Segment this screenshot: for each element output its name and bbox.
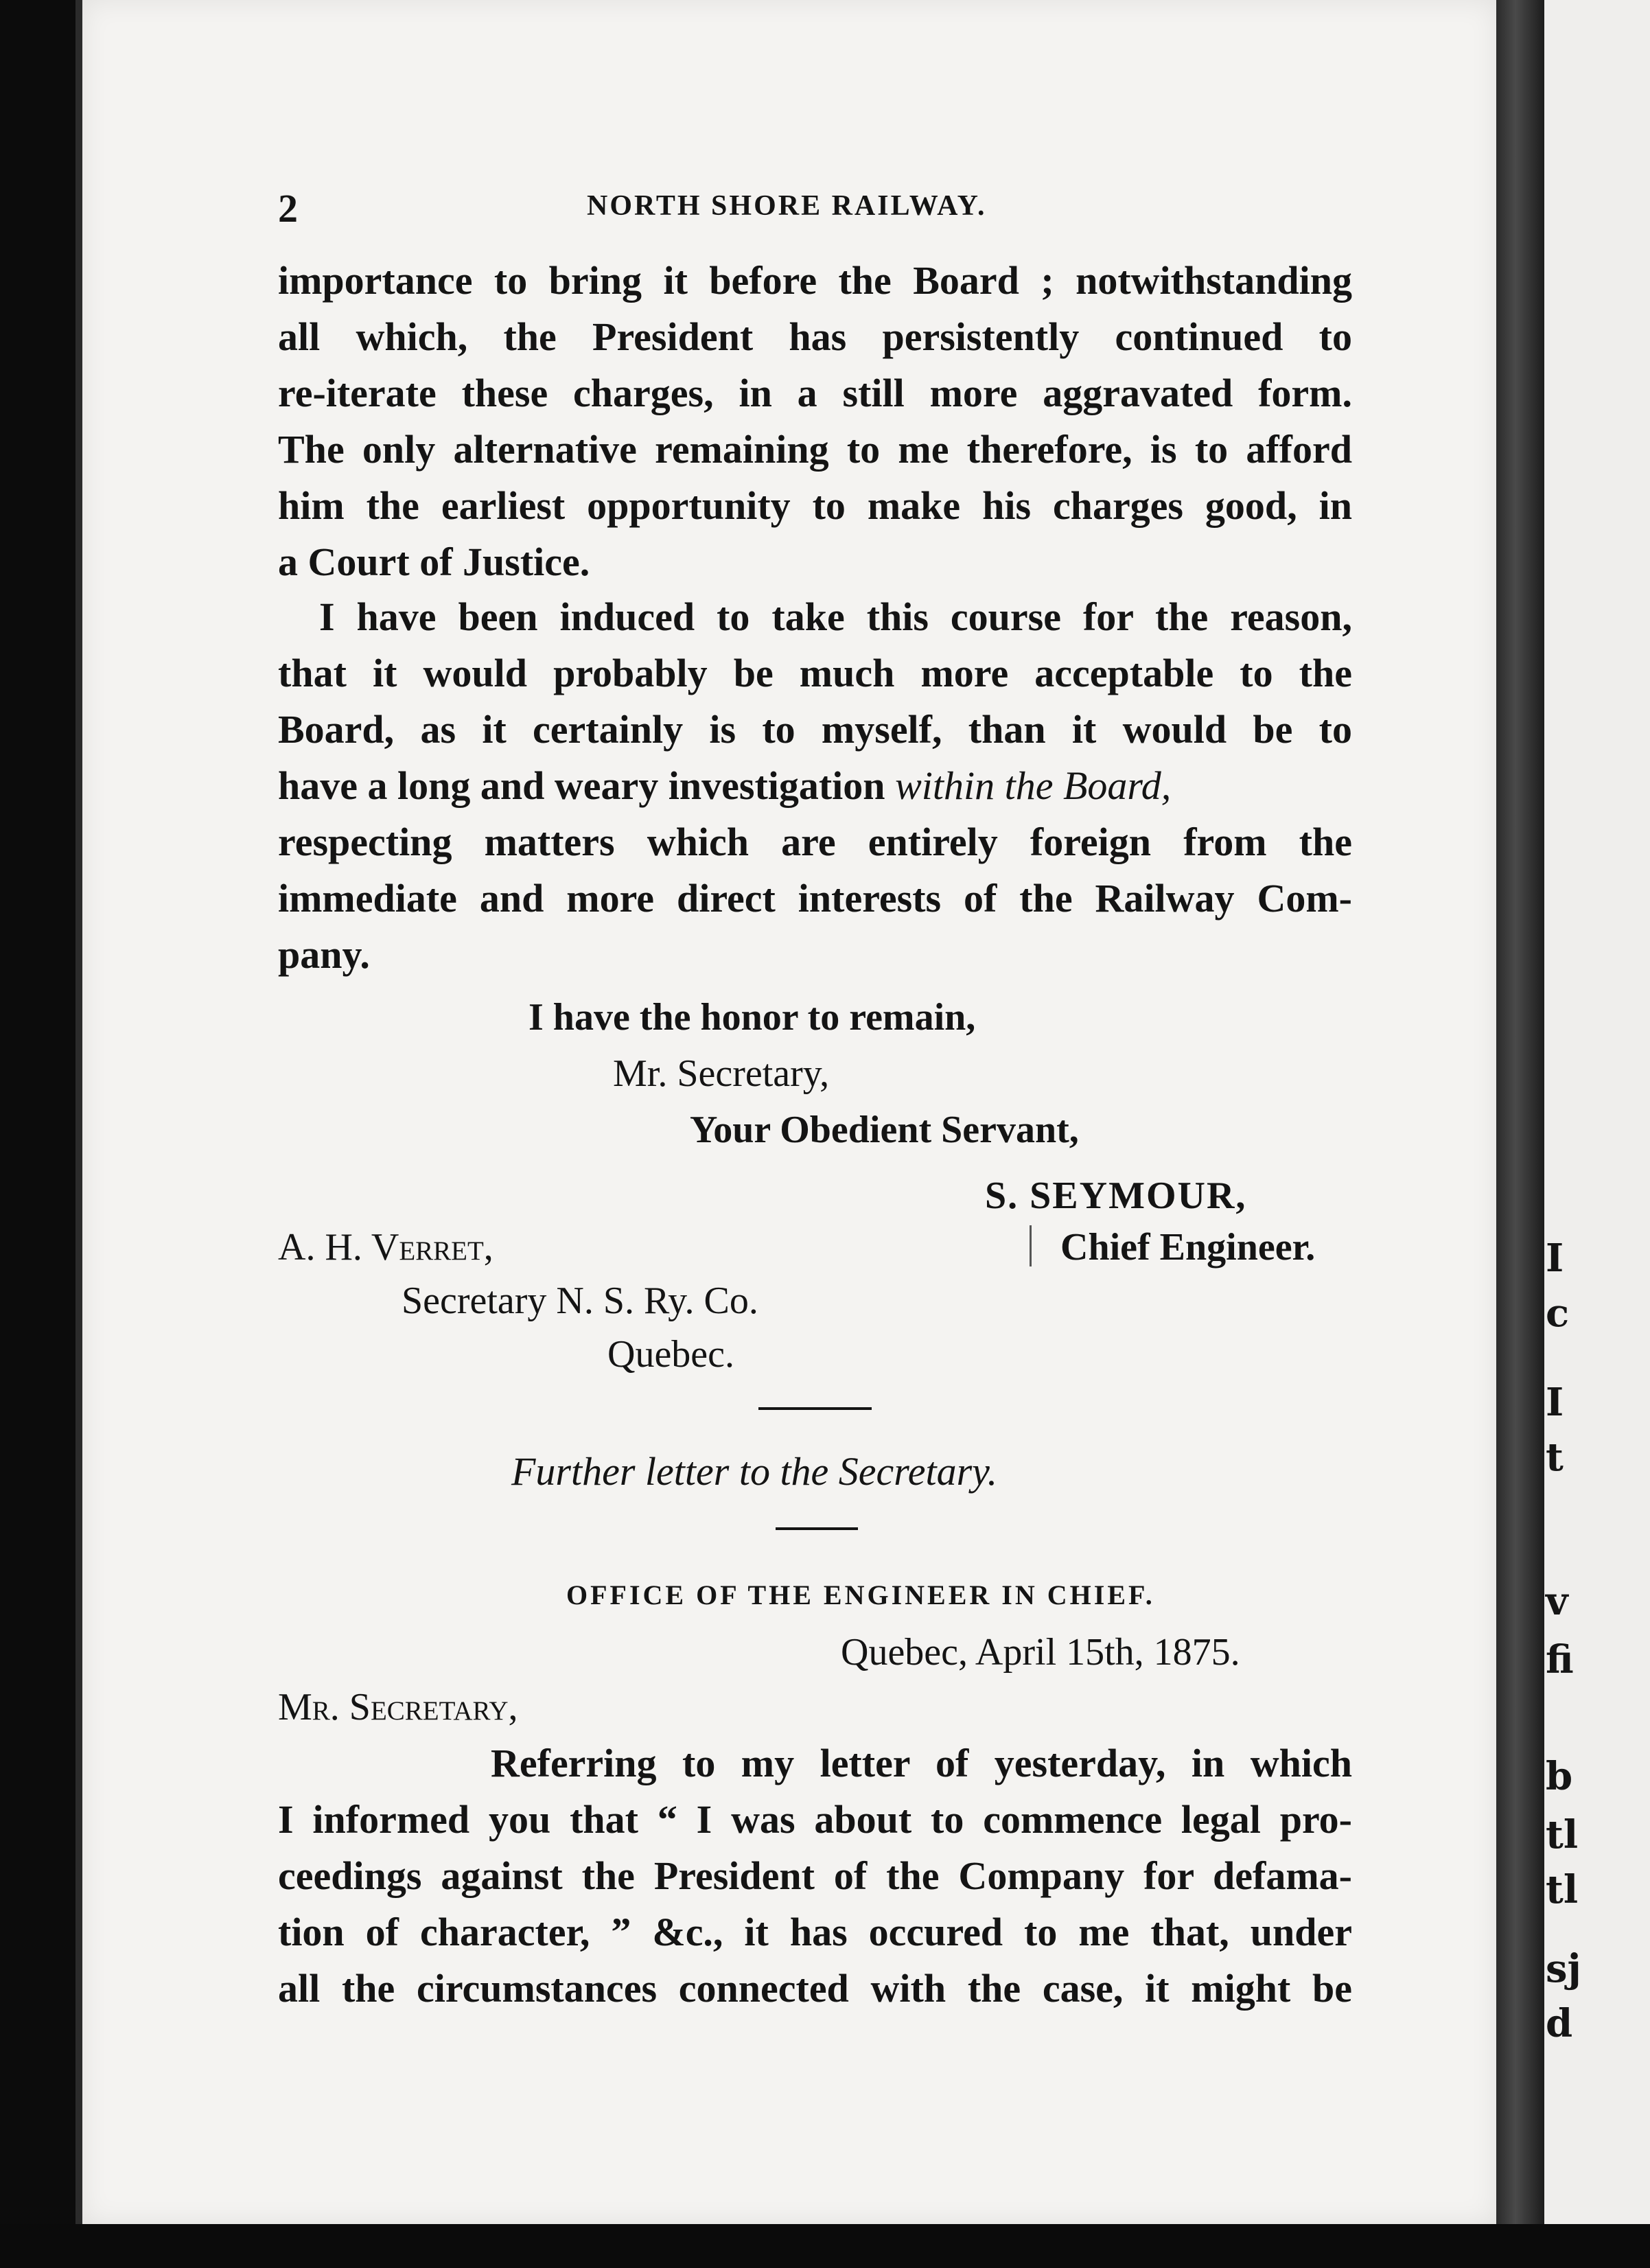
office-heading: OFFICE OF THE ENGINEER IN CHIEF. bbox=[566, 1579, 1155, 1610]
body-line: him the earliest opportunity to make his charges good, in bbox=[278, 483, 1352, 528]
body-line-with-emphasis bbox=[278, 763, 1352, 808]
body-line: pany. bbox=[278, 932, 370, 977]
body-line: The only alternative remaining to me therefore, is to afford bbox=[278, 427, 1352, 472]
body-line: re-iterate these charges, in a still more aggravated form. bbox=[278, 371, 1352, 415]
facing-page-fragment: t bbox=[1546, 1435, 1564, 1480]
scan-bottom-edge bbox=[0, 2224, 1650, 2268]
body-line: ceedings against the President of the Company for defama- bbox=[278, 1853, 1352, 1898]
body-line: Board, as it certainly is to myself, than it would be to bbox=[278, 707, 1352, 752]
body-line: Referring to my letter of yesterday, in which bbox=[491, 1741, 1352, 1785]
closing-line: I have the honor to remain, bbox=[528, 996, 976, 1039]
body-line: that it would probably be much more acceptable to the bbox=[278, 651, 1352, 695]
facing-page-fragment: b bbox=[1546, 1754, 1573, 1799]
facing-page-fragment: c bbox=[1546, 1291, 1570, 1336]
body-line: tion of character, ” &c., it has occured to me that, under bbox=[278, 1910, 1352, 1954]
addressee-name: A. H. Verret, bbox=[278, 1226, 493, 1269]
section-rule bbox=[776, 1527, 858, 1530]
facing-page-fragment: sj bbox=[1546, 1946, 1581, 1991]
facing-page-fragment: v bbox=[1546, 1579, 1568, 1624]
facing-page-fragment: d bbox=[1546, 2001, 1573, 2046]
body-line: a Court of Justice. bbox=[278, 540, 590, 584]
facing-page-fragment: I bbox=[1546, 1236, 1564, 1281]
facing-page bbox=[1544, 0, 1650, 2268]
body-line: I informed you that “ I was about to commence legal pro- bbox=[278, 1797, 1352, 1842]
body-line: respecting matters which are entirely foreign from the bbox=[278, 820, 1352, 864]
running-head: NORTH SHORE RAILWAY. bbox=[587, 190, 987, 222]
page-number: 2 bbox=[278, 186, 298, 231]
section-rule bbox=[758, 1407, 872, 1410]
emphasis-text: within the Board, bbox=[895, 763, 1172, 808]
signature: S. SEYMOUR, bbox=[985, 1174, 1247, 1217]
divider-mark bbox=[1030, 1225, 1032, 1266]
facing-page-fragment: I bbox=[1546, 1380, 1564, 1425]
addressee-role: Secretary N. S. Ry. Co. bbox=[402, 1280, 758, 1322]
facing-page-fragment: fi bbox=[1546, 1637, 1574, 1682]
body-line-text: have a long and weary investigation bbox=[278, 763, 896, 808]
body-line: all which, the President has persistently continued to bbox=[278, 314, 1352, 359]
page-header bbox=[278, 185, 1352, 231]
closing-line: Mr. Secretary, bbox=[613, 1052, 830, 1095]
body-line: immediate and more direct interests of the Railway Com- bbox=[278, 876, 1352, 921]
body-line: all the circumstances connected with the case, it might be bbox=[278, 1966, 1352, 2011]
dateline: Quebec, April 15th, 1875. bbox=[841, 1631, 1240, 1674]
addressee-place: Quebec. bbox=[607, 1333, 735, 1376]
body-line: importance to bring it before the Board ; notwithstanding bbox=[278, 258, 1352, 303]
section-heading: Further letter to the Secretary. bbox=[511, 1449, 998, 1494]
signature-title: Chief Engineer. bbox=[1060, 1226, 1316, 1269]
facing-page-fragment: tl bbox=[1546, 1867, 1579, 1912]
facing-page-fragment: tl bbox=[1546, 1812, 1579, 1858]
salutation: Mr. Secretary, bbox=[278, 1686, 518, 1728]
closing-line: Your Obedient Servant, bbox=[690, 1109, 1079, 1151]
book-spine bbox=[1496, 0, 1544, 2268]
body-line: I have been induced to take this course for the reason, bbox=[319, 594, 1352, 639]
